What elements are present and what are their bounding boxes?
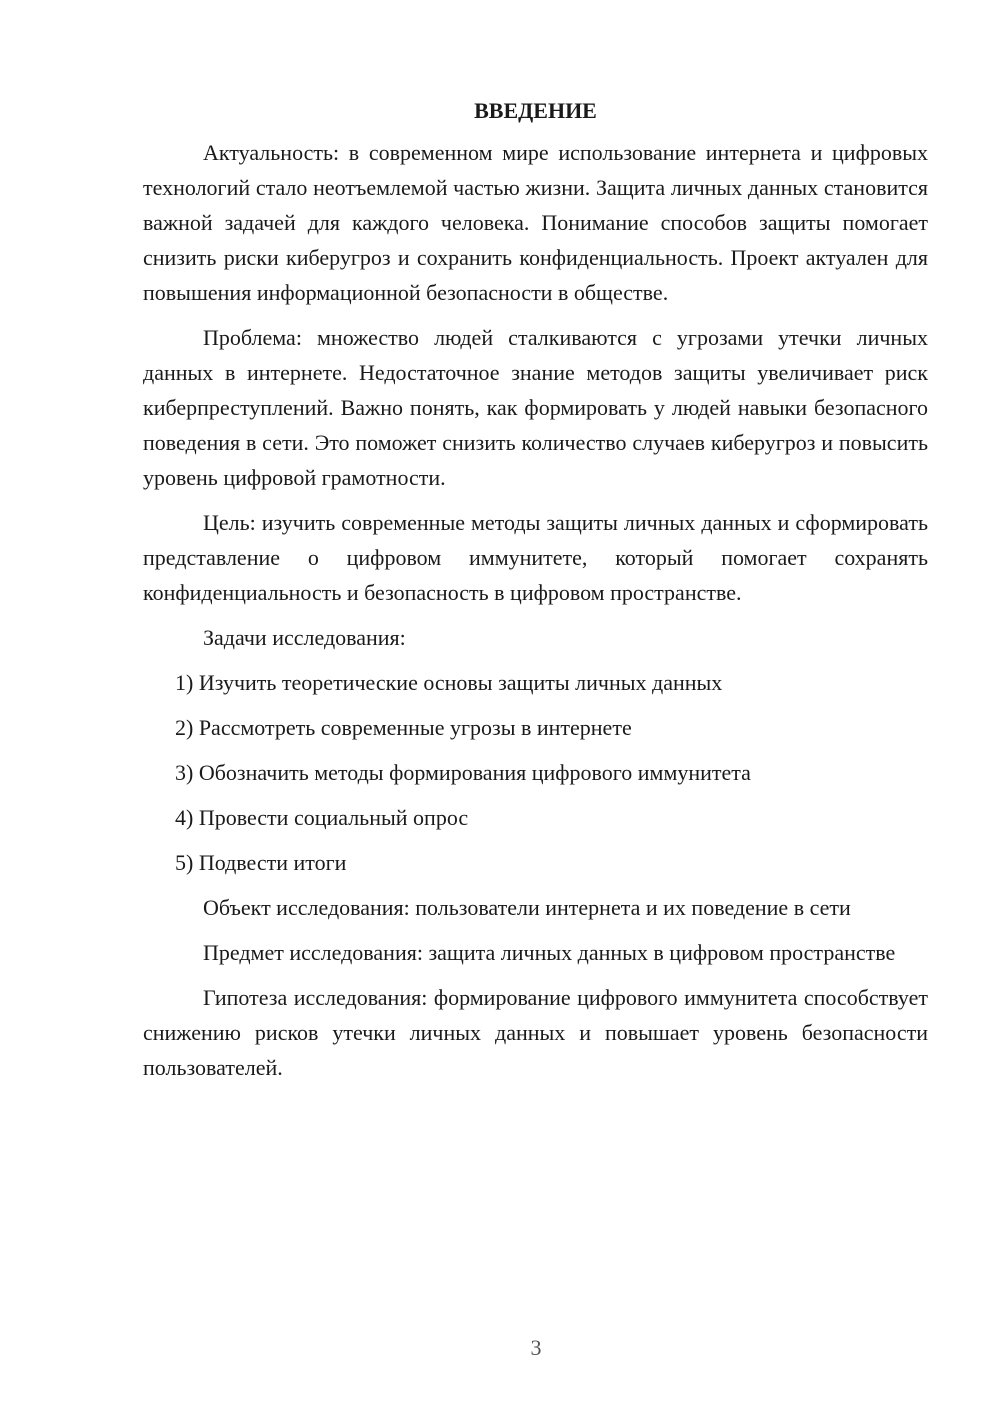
task-item: 2) Рассмотреть современные угрозы в интернете: [175, 715, 632, 740]
page-title: ВВЕДЕНИЕ: [474, 98, 597, 123]
paragraph-object: Объект исследования: пользователи интернета и их поведение в сети: [203, 895, 851, 920]
paragraph-goal: Цель: изучить современные методы защиты личных данных и сформировать представление о цифровом иммунитете, который помогает сохранять конфиденциальность и безопасность в цифровом пространстве.: [143, 510, 928, 605]
tasks-heading: Задачи исследования:: [203, 625, 406, 650]
page-content: [143, 93, 928, 1095]
task-item: 1) Изучить теоретические основы защиты личных данных: [175, 670, 723, 695]
task-list: [143, 665, 928, 880]
paragraph-relevance: Актуальность: в современном мире использование интернета и цифровых технологий стало неотъемлемой частью жизни. Защита личных данных становится важной задачей для каждого человека. Понимание способов защиты помогает снизить риски киберугроз и сохранить конфиденциальность. Проект актуален для повышения информационной безопасности в обществе.: [143, 140, 928, 305]
task-item: 5) Подвести итоги: [175, 850, 347, 875]
page-number: 3: [530, 1335, 542, 1360]
task-item: 4) Провести социальный опрос: [175, 805, 469, 830]
paragraph-problem: Проблема: множество людей сталкиваются с угрозами утечки личных данных в интернете. Недостаточное знание методов защиты увеличивает риск киберпреступлений. Важно понять, как формировать у людей навыки безопасного поведения в сети. Это поможет снизить количество случаев киберугроз и повысить уровень цифровой грамотности.: [143, 325, 928, 490]
paragraph-subject: Предмет исследования: защита личных данных в цифровом пространстве: [203, 940, 896, 965]
paragraph-hypothesis: Гипотеза исследования: формирование цифрового иммунитета способствует снижению рисков утечки личных данных и повышает уровень безопасности пользователей.: [143, 985, 928, 1080]
task-item: 3) Обозначить методы формирования цифрового иммунитета: [175, 760, 751, 785]
